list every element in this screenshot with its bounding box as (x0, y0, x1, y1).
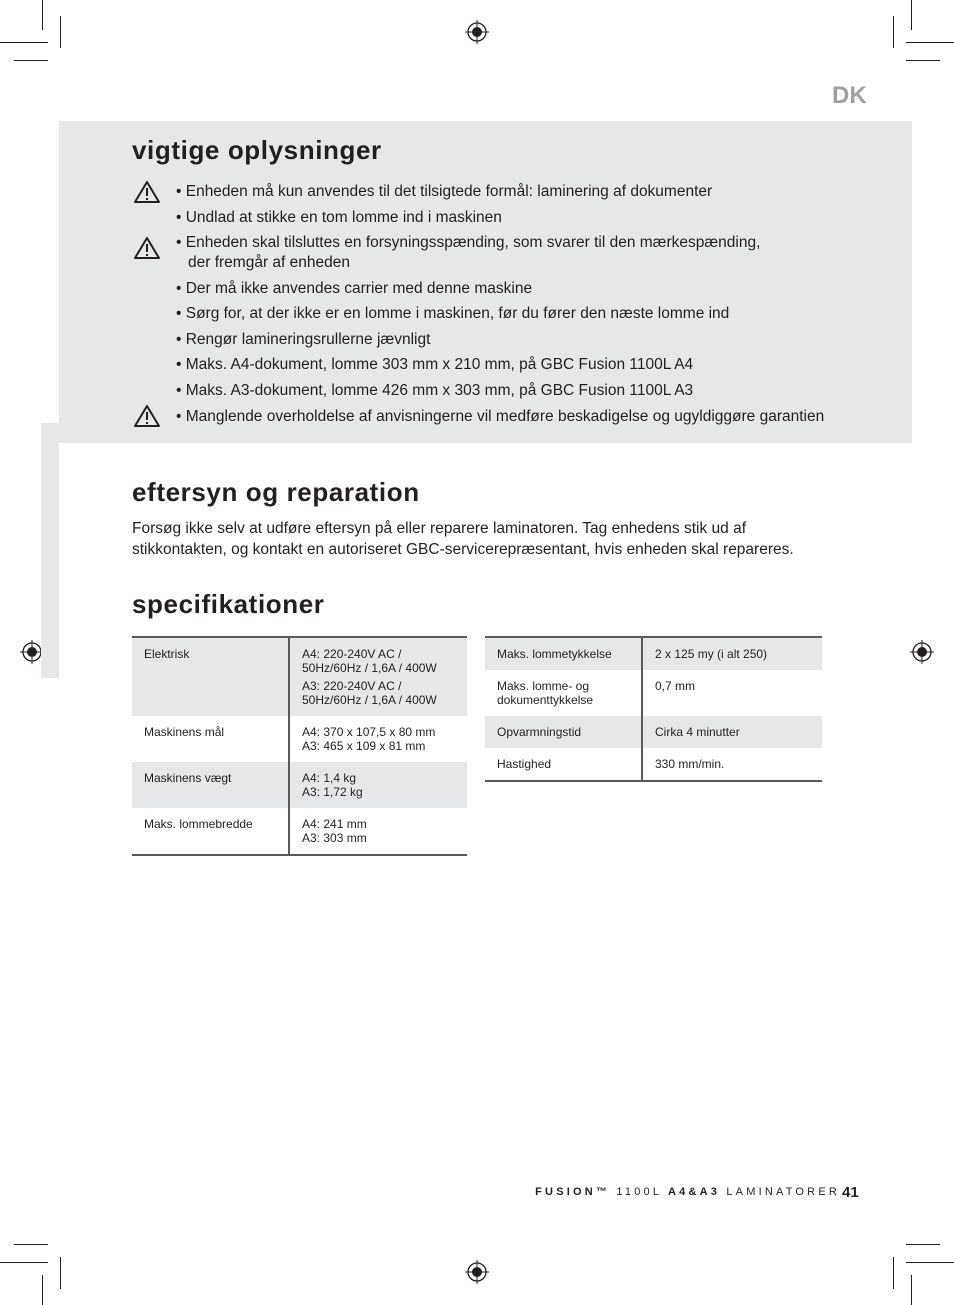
spec-value-line: A4: 1,4 kg (302, 771, 357, 785)
spec-value: 2 x 125 my (i alt 250) (642, 637, 822, 670)
spec-label-line: Maks. lomme- og (497, 679, 590, 693)
bullet-item: • Enheden skal tilsluttes en forsyningsspænding, som svarer til den mærkespænding, (176, 234, 761, 251)
table-row (132, 716, 467, 762)
specs-table-right (485, 636, 822, 782)
spec-label: Elektrisk (132, 637, 289, 716)
spec-value-line: A3: 303 mm (302, 831, 367, 845)
spec-value: Cirka 4 minutter (642, 716, 822, 748)
registration-mark-icon (465, 1260, 489, 1284)
side-tab-bar (41, 423, 59, 678)
bullet-item: • Sørg for, at der ikke er en lomme i maskinen, før du fører den næste lomme ind (176, 305, 730, 322)
crop-mark (14, 60, 48, 61)
spec-value (289, 637, 467, 716)
spec-value: 0,7 mm (655, 679, 696, 693)
spec-value: 330 mm/min. (655, 757, 725, 771)
important-info-title: vigtige oplysninger (132, 135, 382, 165)
registration-mark-icon (465, 20, 489, 44)
warning-triangle-icon (133, 404, 161, 428)
bullet-item: • Enheden må kun anvendes til det tilsigtede formål: laminering af dokumenter (176, 183, 713, 200)
spec-label: Maks. lommetykkelse (485, 637, 642, 670)
spec-label (485, 670, 642, 716)
spec-label: Maskinens mål (132, 716, 289, 762)
spec-label: Maskinens vægt (132, 762, 289, 808)
bullet-item: • Maks. A3-dokument, lomme 426 mm x 303 mm, på GBC Fusion 1100L A3 (176, 382, 694, 399)
registration-mark-icon (910, 640, 934, 664)
spec-value-line: A3: 220-240V AC / (302, 679, 402, 693)
footer-product: LAMINATORER (726, 1186, 840, 1198)
specs-table-left (132, 636, 467, 856)
spec-value (289, 762, 467, 808)
bullet-item-continuation: der fremgår af enheden (188, 254, 350, 271)
bullet-item: • Maks. A4-dokument, lomme 303 mm x 210 mm, på GBC Fusion 1100L A4 (176, 356, 694, 373)
spec-label: Hastighed (485, 748, 642, 781)
crop-mark (14, 1244, 48, 1245)
crop-mark (911, 1275, 912, 1305)
crop-mark (42, 1275, 43, 1305)
spec-value-line: A4: 241 mm (302, 817, 367, 831)
bullet-item: • Rengør lamineringsrullerne jævnligt (176, 331, 431, 348)
crop-mark (906, 1262, 954, 1263)
page-number: 41 (842, 1184, 859, 1201)
table-row (132, 762, 467, 808)
specs-title: specifikationer (132, 589, 325, 619)
crop-mark (0, 42, 48, 43)
spec-value (289, 808, 467, 855)
warning-triangle-icon (133, 236, 161, 260)
footer-product-line (535, 1186, 840, 1198)
spec-value-line: 50Hz/60Hz / 1,6A / 400W (302, 693, 437, 707)
crop-mark (0, 1262, 48, 1263)
spec-value-line: A3: 465 x 109 x 81 mm (302, 739, 426, 753)
service-text-line: stikkontakten, og kontakt en autoriseret GBC-servicerepræsentant, hvis enheden skal repareres. (132, 540, 794, 558)
crop-mark (911, 0, 912, 30)
service-title: eftersyn og reparation (132, 477, 420, 507)
bullet-item: • Manglende overholdelse af anvisningerne vil medføre beskadigelse og ugyldiggøre garantien (176, 408, 825, 425)
spec-value-line: A3: 1,72 kg (302, 785, 363, 799)
footer-variant: A4&A3 (668, 1186, 721, 1198)
crop-mark (906, 1244, 940, 1245)
spec-label: Maks. lommebredde (132, 808, 289, 855)
table-row (132, 808, 467, 855)
warning-triangle-icon (133, 180, 161, 204)
spec-label: Opvarmningstid (485, 716, 642, 748)
footer-model: 1100L (616, 1186, 662, 1198)
spec-value-line: 50Hz/60Hz / 1,6A / 400W (302, 661, 437, 675)
crop-mark (906, 60, 940, 61)
footer-brand: FUSION™ (535, 1186, 611, 1198)
language-tag: DK (832, 82, 867, 109)
crop-mark (893, 1257, 894, 1289)
bullet-item: • Der må ikke anvendes carrier med denne maskine (176, 280, 533, 297)
service-paragraph (132, 519, 822, 560)
table-row (485, 670, 822, 716)
spec-value-line: A4: 370 x 107,5 x 80 mm (302, 725, 436, 739)
spec-value-line: A4: 220-240V AC / (302, 647, 402, 661)
table-row (132, 637, 467, 716)
crop-mark (60, 1257, 61, 1289)
crop-mark (893, 16, 894, 48)
spec-value (289, 716, 467, 762)
table-row (485, 748, 822, 781)
table-row (485, 637, 822, 670)
crop-mark (42, 0, 43, 30)
table-row (485, 716, 822, 748)
bullet-item: • Undlad at stikke en tom lomme ind i maskinen (176, 209, 502, 226)
spec-label-line: dokumenttykkelse (497, 693, 594, 707)
crop-mark (60, 16, 61, 48)
service-text-line: Forsøg ikke selv at udføre eftersyn på eller reparere laminatoren. Tag enhedens stik ud af (132, 520, 746, 537)
crop-mark (906, 42, 954, 43)
